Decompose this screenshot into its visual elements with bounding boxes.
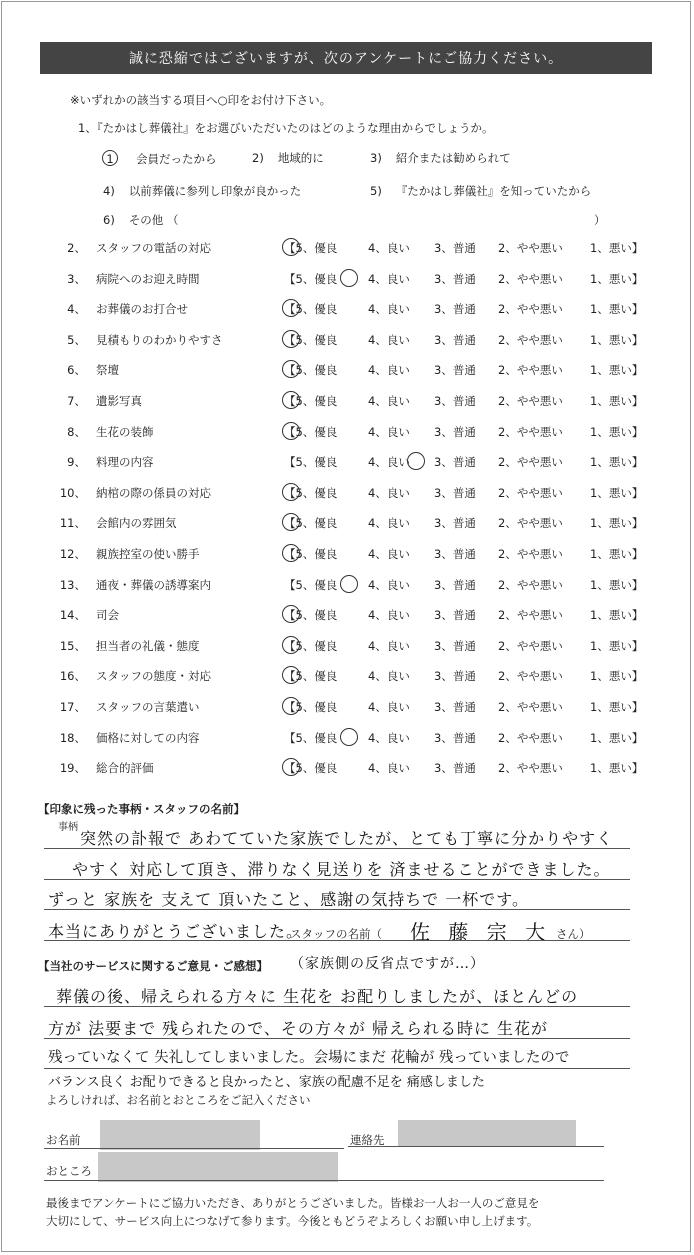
rating-row-label: 見積もりのわかりやすさ [96, 332, 223, 347]
rating-option[interactable]: 4、良い [368, 332, 410, 347]
rating-option[interactable]: 3、普通 [434, 455, 476, 470]
address-underline [44, 1180, 604, 1181]
staff-name-suffix: さん） [556, 927, 591, 941]
rating-option[interactable]: 4、良い [368, 669, 410, 684]
rating-option[interactable]: 2、やや悪い [498, 394, 563, 408]
rating-option[interactable]: 1、悪い】 [590, 608, 644, 623]
impression-line-3: ずっと 家族を 支えて 頂いたこと、感謝の気持ちで 一杯です。 [48, 890, 529, 909]
rating-option[interactable]: 2、やや悪い [498, 730, 563, 745]
rating-row-number: 19、 [59, 761, 86, 776]
q1-option-label: 以前葬儀に参列し印象が良かった [128, 184, 302, 198]
q1-option-4[interactable] [103, 183, 301, 199]
rating-option[interactable]: 3、普通 [434, 547, 476, 561]
selected-circle-mark: 1 [102, 150, 118, 166]
rating-row-label: 生花の装飾 [96, 424, 154, 439]
q1-option-2[interactable] [252, 150, 324, 166]
q1-option-num: 2) [252, 151, 264, 165]
rating-option[interactable]: 【5、優良 [284, 332, 338, 347]
rating-option[interactable]: 【5、優良 [284, 394, 338, 408]
q1-option-num: 5) [370, 184, 382, 198]
rating-option[interactable]: 1、悪い】 [590, 241, 644, 255]
rating-option[interactable]: 1、悪い】 [590, 363, 644, 378]
q1-option-num: 3) [370, 151, 382, 165]
rule-line [44, 909, 630, 910]
rating-option[interactable]: 【5、優良 [284, 516, 338, 531]
q1-option-label: 『たかはし葬儀社』を知っていたから [395, 184, 592, 198]
rating-option[interactable]: 2、やや悪い [498, 363, 563, 378]
rating-option[interactable]: 1、悪い】 [590, 394, 644, 408]
rating-option[interactable]: 【5、優良 [284, 700, 338, 714]
opinion-line-4: バランス良く お配りできると良かったと、家族の配慮不足を 痛感しました [48, 1075, 485, 1090]
staff-name-label: スタッフの名前（ [290, 927, 382, 941]
rating-option[interactable]: 3、普通 [434, 669, 476, 684]
instruction-note: ※いずれかの該当する項目へ○印をお付け下さい。 [70, 93, 332, 107]
rating-option[interactable]: 3、普通 [434, 761, 476, 776]
rating-option[interactable]: 【5、優良 [284, 363, 338, 378]
rating-option[interactable]: 4、良い [368, 363, 410, 378]
rating-row-label: 祭壇 [96, 363, 119, 378]
selected-rating-circle [282, 422, 300, 440]
rating-option[interactable]: 4、良い [368, 302, 410, 317]
rating-row-label: 親族控室の使い勝手 [96, 547, 200, 561]
rating-row-label: 司会 [96, 608, 119, 623]
rating-option[interactable]: 【5、優良 [284, 577, 338, 592]
selected-rating-circle [340, 269, 358, 287]
rating-option[interactable]: 1、悪い】 [590, 547, 644, 561]
name-field-label: お名前 [46, 1133, 81, 1147]
rating-option[interactable]: 4、良い [368, 516, 410, 531]
staff-name-value: 佐 藤 宗 大 [410, 920, 552, 944]
rating-option[interactable]: 4、良い [368, 271, 410, 286]
rating-option[interactable]: 1、悪い】 [590, 455, 644, 470]
rating-option[interactable]: 2、やや悪い [498, 700, 563, 714]
rating-option[interactable]: 2、やや悪い [498, 241, 563, 255]
contact-field-label: 連絡先 [350, 1133, 385, 1147]
rating-row-number: 15、 [59, 638, 86, 653]
rating-option[interactable]: 2、やや悪い [498, 577, 563, 592]
rating-row-number: 6、 [67, 363, 86, 378]
rating-row-label: 価格に対しての内容 [96, 730, 200, 745]
rating-row [54, 240, 644, 258]
address-field-label: おところ [46, 1164, 92, 1178]
rating-option[interactable]: 3、普通 [434, 577, 476, 592]
selected-rating-circle [282, 330, 300, 348]
q1-option-5[interactable] [370, 183, 591, 199]
rating-row [54, 515, 644, 533]
selected-rating-circle [282, 391, 300, 409]
rule-line [44, 848, 630, 849]
rating-row [54, 393, 644, 411]
question-1-title: 1、『たかはし葬儀社』をお選びいただいたのはどのような理由からでしょうか。 [78, 121, 494, 135]
address-field-redacted[interactable] [98, 1152, 338, 1182]
opinion-line-1: 葬儀の後、帰えられる方々に 生花を お配りしましたが、ほとんどの [56, 987, 579, 1006]
rating-option[interactable]: 2、やや悪い [498, 608, 563, 623]
rating-row [54, 699, 644, 717]
impression-line-1: 突然の訃報で あわてていた家族でしたが、とても丁寧に分かりやすく [80, 829, 614, 848]
rating-option[interactable]: 1、悪い】 [590, 302, 644, 317]
rating-row-number: 14、 [59, 608, 86, 623]
rating-row [54, 607, 644, 625]
rating-option[interactable]: 1、悪い】 [590, 638, 644, 653]
rating-option[interactable]: 【5、優良 [284, 730, 338, 745]
rating-option[interactable]: 3、普通 [434, 485, 476, 500]
impression-sub-label: 事柄 [58, 822, 78, 833]
rating-option[interactable]: 3、普通 [434, 241, 476, 255]
rating-row-number: 8、 [67, 424, 86, 439]
rating-option[interactable]: 4、良い [368, 700, 410, 714]
rating-row-label: 担当者の礼儀・態度 [96, 638, 200, 653]
rating-option[interactable]: 【5、優良 [284, 271, 338, 286]
q1-option-3[interactable] [370, 150, 511, 166]
rating-option[interactable]: 【5、優良 [284, 638, 338, 653]
rating-row [54, 485, 644, 503]
rating-option[interactable]: 2、やや悪い [498, 332, 563, 347]
selected-rating-circle [282, 636, 300, 654]
rating-option[interactable]: 4、良い [368, 730, 410, 745]
footer-line-2: 大切にして、サービス向上につなげて参ります。今後ともどうぞよろしくお願い申し上げます。 [46, 1214, 539, 1228]
rating-row [54, 730, 644, 748]
q1-paren-close: ） [594, 213, 606, 227]
rating-option[interactable]: 4、良い [368, 394, 410, 408]
rating-row-number: 18、 [59, 730, 86, 745]
rating-option[interactable]: 3、普通 [434, 363, 476, 378]
rating-option[interactable]: 【5、優良 [284, 669, 338, 684]
rule-line [44, 1006, 630, 1007]
rule-line [44, 1038, 630, 1039]
rating-option[interactable]: 4、良い [368, 547, 410, 561]
rule-line [44, 940, 630, 941]
rating-option[interactable]: 3、普通 [434, 394, 476, 408]
rating-option[interactable]: 1、悪い】 [590, 271, 644, 286]
rating-option[interactable]: 2、やや悪い [498, 271, 563, 286]
selected-rating-circle [407, 452, 425, 470]
impression-line-2: やすく 対応して頂き、滞りなく見送りを 済ませることができました。 [72, 860, 611, 879]
rating-row [54, 546, 644, 564]
rating-option[interactable]: 【5、優良 [284, 547, 338, 561]
rating-option[interactable]: 【5、優良 [284, 241, 338, 255]
rating-row [54, 668, 644, 686]
rating-option[interactable]: 2、やや悪い [498, 547, 563, 561]
rating-row [54, 424, 644, 442]
opinion-title-handwritten: （家族側の反省点ですが…） [290, 956, 485, 972]
selected-rating-circle [282, 544, 300, 562]
rating-option[interactable]: 【5、優良 [284, 424, 338, 439]
q1-option-label: その他 （ [128, 213, 179, 227]
rating-row [54, 577, 644, 595]
rating-row-label: 遺影写真 [96, 394, 142, 408]
q1-option-num: 6) [103, 213, 115, 227]
rating-row [54, 760, 644, 778]
rating-row [54, 271, 644, 289]
rating-option[interactable]: 【5、優良 [284, 485, 338, 500]
rating-option[interactable]: 3、普通 [434, 608, 476, 623]
rating-option[interactable]: 【5、優良 [284, 761, 338, 776]
rating-option[interactable]: 3、普通 [434, 516, 476, 531]
rating-row-number: 2、 [67, 241, 86, 255]
rating-option[interactable]: 1、悪い】 [590, 577, 644, 592]
q1-option-6[interactable] [103, 212, 178, 228]
opinion-line-3: 残っていなくて 失礼してしまいました。会場にまだ 花輪が 残っていましたので [48, 1050, 570, 1066]
rating-row-label: 料理の内容 [96, 455, 154, 470]
rating-row-label: 病院へのお迎え時間 [96, 271, 200, 286]
rating-option[interactable]: 【5、優良 [284, 608, 338, 623]
rating-option[interactable]: 2、やや悪い [498, 761, 563, 776]
rating-row-number: 4、 [67, 302, 86, 317]
rating-row-label: 通夜・葬儀の誘導案内 [96, 577, 211, 592]
page-header: 誠に恐縮ではございますが、次のアンケートにご協力ください。 [40, 42, 652, 74]
rating-row-label: 総合的評価 [96, 761, 154, 776]
rating-row-label: お葬儀のお打合せ [96, 302, 188, 317]
rating-row-number: 9、 [67, 455, 86, 470]
rating-option[interactable]: 2、やや悪い [498, 516, 563, 531]
q1-option-label: 紹介または勧められて [395, 151, 511, 165]
rating-row [54, 362, 644, 380]
rule-line [44, 1068, 630, 1069]
rating-option[interactable]: 3、普通 [434, 302, 476, 317]
rating-option[interactable]: 4、良い [368, 638, 410, 653]
selected-rating-circle [282, 697, 300, 715]
q1-option-label: 地域的に [277, 151, 324, 165]
rating-option[interactable]: 3、普通 [434, 332, 476, 347]
rating-row-number: 10、 [59, 485, 86, 500]
q1-option-1[interactable] [102, 150, 217, 167]
rating-option[interactable]: 4、良い [368, 577, 410, 592]
q1-option-label: 会員だったから [136, 152, 217, 166]
rating-row-number: 7、 [67, 394, 86, 408]
rating-option[interactable]: 【5、優良 [284, 302, 338, 317]
rating-option[interactable]: 1、悪い】 [590, 761, 644, 776]
rating-option[interactable]: 3、普通 [434, 730, 476, 745]
contact-field-redacted[interactable] [398, 1120, 576, 1146]
rating-row [54, 638, 644, 656]
selected-rating-circle [282, 238, 300, 256]
opinion-line-2: 方が 法要まで 残られたので、その方々が 帰えられる時に 生花が [48, 1019, 549, 1038]
rating-row-label: 会館内の雰囲気 [96, 516, 177, 531]
rating-row-number: 16、 [59, 669, 86, 684]
rule-line [44, 879, 630, 880]
rating-option[interactable]: 4、良い [368, 241, 410, 255]
rating-row [54, 454, 644, 472]
rating-option[interactable]: 1、悪い】 [590, 332, 644, 347]
rating-option[interactable]: 4、良い [368, 424, 410, 439]
rating-row [54, 301, 644, 319]
opinion-title: 【当社のサービスに関するご意見・ご感想】 [38, 959, 268, 973]
rating-row [54, 332, 644, 350]
selected-rating-circle [340, 728, 358, 746]
rating-option[interactable]: 1、悪い】 [590, 424, 644, 439]
rating-row-number: 3、 [67, 271, 86, 286]
rating-row-label: スタッフの電話の対応 [96, 241, 211, 255]
rating-row-number: 11、 [59, 516, 86, 531]
rating-row-number: 17、 [59, 700, 86, 714]
rating-option[interactable]: 4、良い [368, 455, 410, 470]
rating-option[interactable]: 1、悪い】 [590, 669, 644, 684]
rating-option[interactable]: 【5、優良 [284, 455, 338, 470]
rating-row-number: 12、 [59, 547, 86, 561]
contact-underline [348, 1146, 604, 1147]
rating-row-label: スタッフの態度・対応 [96, 669, 211, 684]
footer-line-1: 最後までアンケートにご協力いただき、ありがとうございました。皆様お一人お一人のご意見を [46, 1196, 540, 1210]
rating-option[interactable]: 4、良い [368, 485, 410, 500]
impression-title: 【印象に残った事柄・スタッフの名前】 [38, 802, 245, 816]
rating-option[interactable]: 1、悪い】 [590, 730, 644, 745]
rating-option[interactable]: 2、やや悪い [498, 485, 563, 500]
selected-rating-circle [282, 483, 300, 501]
selected-rating-circle [340, 575, 358, 593]
rating-option[interactable]: 3、普通 [434, 638, 476, 653]
rating-option[interactable]: 4、良い [368, 608, 410, 623]
rating-option[interactable]: 4、良い [368, 761, 410, 776]
rating-row-label: スタッフの言葉遣い [96, 700, 200, 714]
impression-line-4: 本当にありがとうございました。 [48, 922, 304, 941]
q1-option-num: 4) [103, 184, 115, 198]
rating-option[interactable]: 1、悪い】 [590, 516, 644, 531]
rating-row-number: 5、 [67, 332, 86, 347]
rating-option[interactable]: 2、やや悪い [498, 424, 563, 439]
consent-text: よろしければ、お名前とおところをご記入ください [46, 1093, 311, 1107]
rating-option[interactable]: 3、普通 [434, 424, 476, 439]
rating-option[interactable]: 1、悪い】 [590, 485, 644, 500]
rating-option[interactable]: 2、やや悪い [498, 669, 563, 684]
rating-row-number: 13、 [59, 577, 86, 592]
rating-option[interactable]: 2、やや悪い [498, 638, 563, 653]
rating-option[interactable]: 1、悪い】 [590, 700, 644, 714]
rating-option[interactable]: 2、やや悪い [498, 302, 563, 317]
rating-option[interactable]: 2、やや悪い [498, 455, 563, 470]
rating-option[interactable]: 3、普通 [434, 271, 476, 286]
rating-row-label: 納棺の際の係員の対応 [96, 485, 211, 500]
name-underline [44, 1148, 344, 1149]
name-field-redacted[interactable] [100, 1120, 260, 1150]
rating-option[interactable]: 3、普通 [434, 700, 476, 714]
